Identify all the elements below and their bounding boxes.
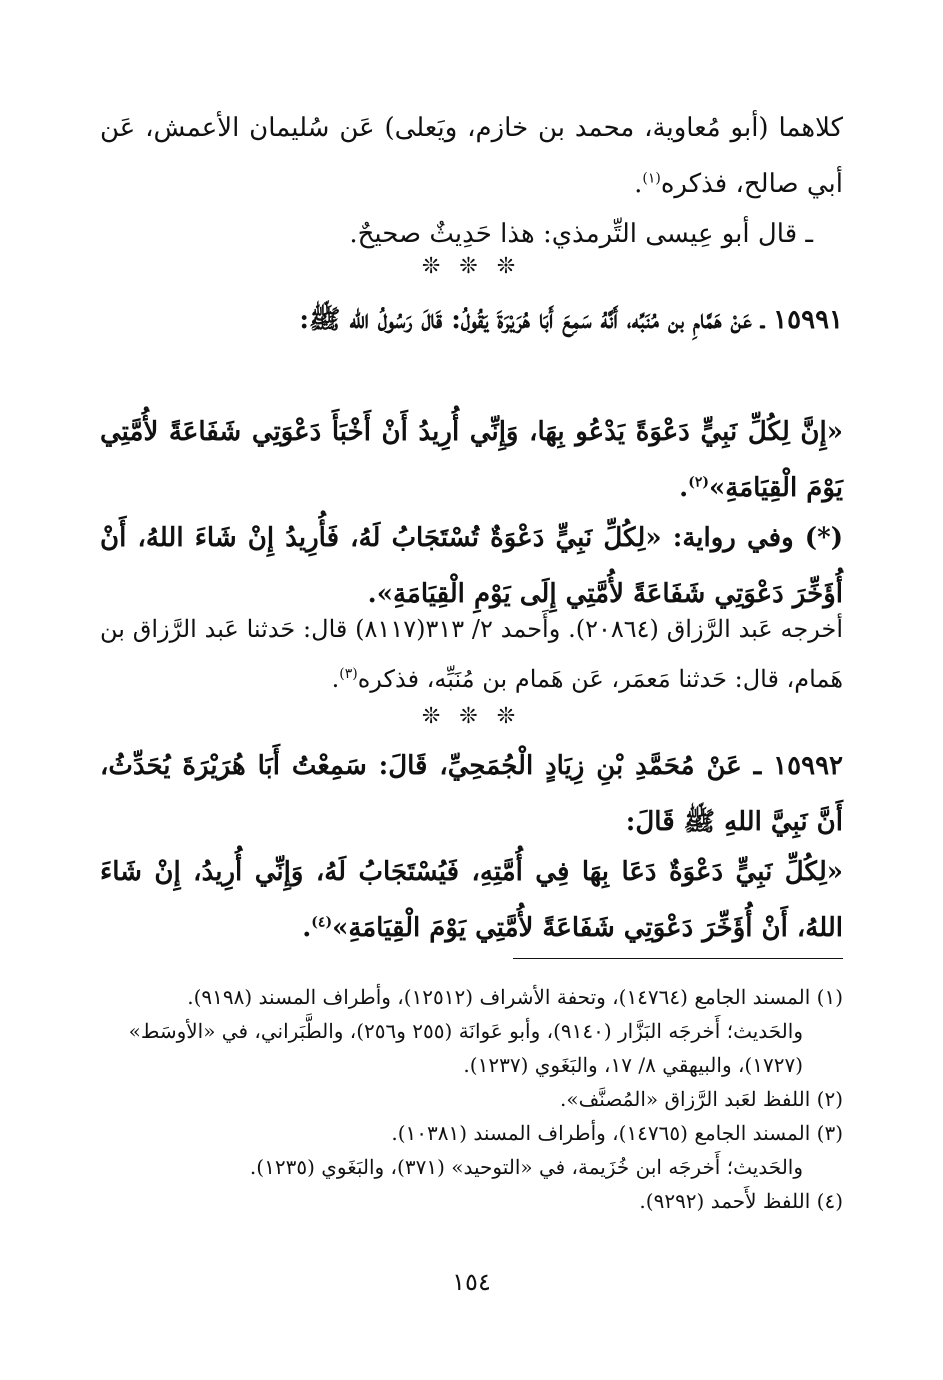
section-separator-1: ❊ ❊ ❊ — [421, 254, 522, 279]
footnote-4: (٤) اللفظ لأَحمد (٩٢٩٢). — [639, 1189, 843, 1213]
paragraph-chain: كلاهما (أبو مُعاوية، محمد بن خازم، ويَعلى) عَن سُليمان الأعمش، عَن أبي صالح، فذكره$^{(١)}$. — [100, 113, 843, 199]
footnote-1-continuation: والحَديث؛ أَخرجَه البَزَّار (٩١٤٠)، وأبو عَوانَة (٢٥٥ و٢٥٦)، والطَّبَراني، في «الأوسَط» (١٧٢٧)، والبيهقي ٨/ ١٧، والبَغَوي (١٢٣٧). — [128, 1019, 803, 1077]
hadith-15992-quote: «لِكُلِّ نَبِيٍّ دَعْوَةٌ دَعَا بِهَا فِي أُمَّتِهِ، فَيُسْتَجَابُ لَهُ، وَإِنِّي أُرِيدُ، إِنْ شَاءَ اللهُ، أَنْ أُؤَخِّرَ دَعْوَتِي شَفَاعَةً لأُمَّتِي يَوْمَ الْقِيَامَةِ»$^{(٤)}$. — [100, 857, 843, 943]
footnote-3-continuation: والحَديث؛ أَخرجَه ابن خُزَيمة، في «التوحيد» (٣٧١)، والبَغَوي (١٢٣٥). — [249, 1155, 803, 1179]
takhrij-paragraph: أخرجه عَبد الرَّزاق (٢٠٨٦٤). وأَحمد ٢/ ٣١٣(٨١١٧) قال: حَدثنا عَبد الرَّزاق بن هَمام، قال: حَدثنا مَعمَر، عَن هَمام بن مُنَبِّه، فذكره$^{(٣)}$. — [100, 615, 843, 693]
footnotes — [95, 980, 843, 1218]
hadith-15992-heading — [100, 738, 843, 850]
footnote-ref-2: (٢) — [688, 474, 709, 491]
hadith-heading-text: ١٥٩٩٢ ـ عَنْ مُحَمَّدِ بْنِ زِيَادٍ الْجُمَحِيِّ، قَالَ: سَمِعْتُ أَبَا هُرَيْرَةَ يُحَدِّثُ، أَنَّ نَبِيَّ اللهِ ﷺ قَالَ: — [100, 751, 843, 837]
footnote-2: (٢) اللفظ لعَبد الرَّزاق «المُصنَّف». — [560, 1087, 843, 1111]
hadith-quote-text: «لِكُلِّ نَبِيٍّ دَعْوَةٌ دَعَا بِهَا فِي أُمَّتِهِ، فَيُسْتَجَابُ لَهُ، وَإِنِّي أُرِيدُ، إِنْ شَاءَ اللهُ، أَنْ أُؤَخِّرَ دَعْوَتِي شَفَاعَةً لأُمَّتِي يَوْمَ الْقِيَامَةِ» — [100, 857, 843, 943]
footnote-3: (٣) المسند الجامع (١٤٧٦٥)، وأطراف المسند (١٠٣٨١). — [391, 1121, 843, 1145]
takhrij-text: أخرجه عَبد الرَّزاق (٢٠٨٦٤). وأَحمد ٢/ ٣١٣(٨١١٧) قال: حَدثنا عَبد الرَّزاق بن هَمام، قال: حَدثنا مَعمَر، عَن هَمام بن مُنَبِّه، فذكره — [100, 615, 843, 693]
footnote-ref-3: (٣) — [339, 666, 358, 682]
footnote-1: (١) المسند الجامع (١٤٧٦٤)، وتحفة الأشراف (١٢٥١٢)، وأطراف المسند (٩١٩٨). — [187, 985, 843, 1009]
hadith-quote-text: «إِنَّ لِكُلِّ نَبِيٍّ دَعْوَةً يَدْعُو بِهَا، وَإِنِّي أُرِيدُ أَنْ أَخْبَأَ دَعْوَتِي شَفَاعَةً لأُمَّتِي يَوْمَ الْقِيَامَةِ» — [100, 417, 843, 503]
section-separator-2: ❊ ❊ ❊ — [421, 704, 522, 729]
footnote-ref-1: (١) — [642, 170, 661, 187]
page-number: ١٥٤ — [452, 1268, 491, 1296]
variant-text: (*) وفي رواية: «لِكُلِّ نَبِيٍّ دَعْوَةٌ تُسْتَجَابُ لَهُ، فَأُرِيدُ إِنْ شَاءَ اللهُ، أَنْ أُؤَخِّرَ دَعْوَتِي شَفَاعَةً لأُمَّتِي إِلَى يَوْمِ الْقِيَامَةِ». — [100, 523, 843, 609]
chain-text: كلاهما (أبو مُعاوية، محمد بن خازم، ويَعلى) عَن سُليمان الأعمش، عَن أبي صالح، فذكره — [100, 113, 843, 199]
hadith-15991-heading — [100, 292, 843, 348]
footnote-ref-4: (٤) — [311, 914, 333, 931]
remark-text: ـ قال أبو عِيسى التِّرمذي: هذا حَدِيثٌ صحيحٌ. — [349, 219, 813, 249]
footnote-divider — [513, 958, 843, 959]
hadith-heading-text: ١٥٩٩١ ـ عَنْ هَمَّامِ بن مُنَبِّه، أَنَّهُ سَمِعَ أَبَا هُرَيْرَةَ يَقُولُ: قَالَ رَسُولُ الله ﷺ: — [299, 305, 843, 335]
hadith-15991-quote: «إِنَّ لِكُلِّ نَبِيٍّ دَعْوَةً يَدْعُو بِهَا، وَإِنِّي أُرِيدُ أَنْ أَخْبَأَ دَعْوَتِي شَفَاعَةً لأُمَّتِي يَوْمَ الْقِيَامَةِ»$^{(٢)}$. — [100, 417, 843, 503]
